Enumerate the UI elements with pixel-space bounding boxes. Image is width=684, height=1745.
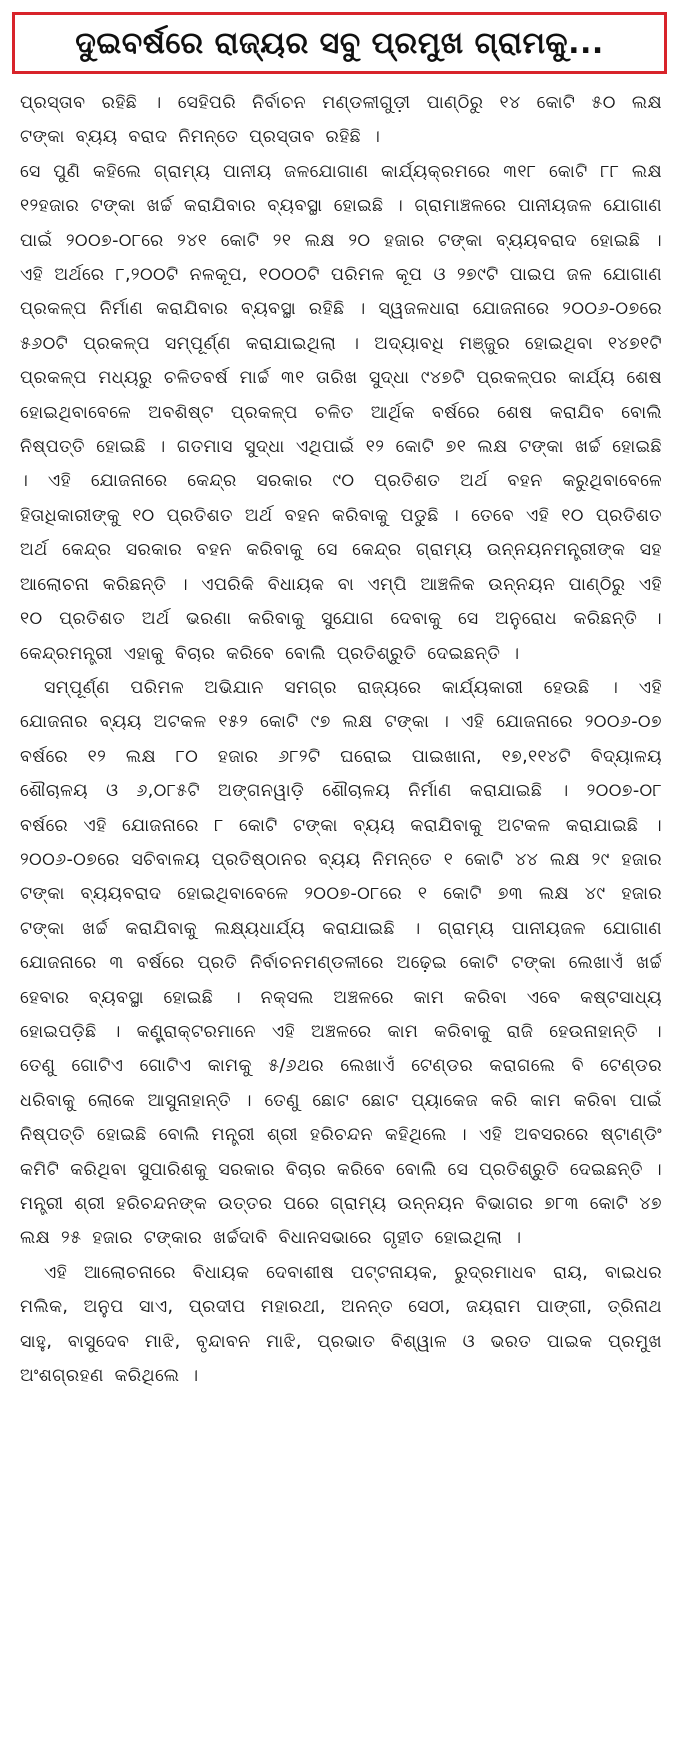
article-body [20, 86, 662, 1736]
headline-frame [12, 12, 667, 74]
article-paragraph: ପ୍ରସ୍ତାବ ରହିଛି । ସେହିପରି ନିର୍ବାଚନ ମଣ୍ଡଳୀଗୁଡ଼ୀ ପାଣ୍ଠିରୁ ୧୪ କୋଟି ୫୦ ଲକ୍ଷ ଟଙ୍କା ବ୍ୟୟ ବରାଦ ନିମନ୍ତେ ପ୍ରସ୍ତାବ ରହିଛି । [20, 93, 662, 148]
article-paragraph: ଏହି ଆଲୋଚନାରେ ବିଧାୟକ ଦେବାଶୀଷ ପଟ୍ଟନାୟକ, ରୁଦ୍ରମାଧବ ରାୟ, ବାଇଧର ମଲିକ, ଅନୁପ ସାଏ, ପ୍ରଦୀପ ମହାରଥୀ, ଅନନ୍ତ ସେଠୀ, ଜୟରାମ ପାଙ୍ଗୀ, ତ୍ରିନାଥ ସାହୁ, ବାସୁଦେବ ମାଝି, ବୃନ୍ଦାବନ ମାଝି, ପ୍ରଭାତ ବିଶ୍ୱାଳ ଓ ଭରତ ପାଇକ ପ୍ରମୁଖ ଅଂଶଗ୍ରହଣ କରିଥିଲେ । [20, 1262, 662, 1387]
article-paragraph: ସେ ପୁଣି କହିଲେ ଗ୍ରାମ୍ୟ ପାନୀୟ ଜଳଯୋଗାଣ କାର୍ଯ୍ୟକ୍ରମରେ ୩୧୮ କୋଟି ୮୮ ଲକ୍ଷ ୧୨ହଜାର ଟଙ୍କା ଖର୍ଚ୍ଚ କରାଯିବାର ବ୍ୟବସ୍ଥା ହୋଇଛି । ଗ୍ରାମାଞ୍ଚଳରେ ପାନୀୟଜଳ ଯୋଗାଣ ପାଇଁ ୨୦୦୭-୦୮ରେ ୨୪୧ କୋଟି ୨୧ ଲକ୍ଷ ୨୦ ହଜାର ଟଙ୍କା ବ୍ୟୟବରାଦ ହୋଇଛି । ଏହି ଅର୍ଥରେ ୮,୨୦୦ଟି ନଳକୂପ, ୧୦୦୦ଟି ପରିମଳ କୂପ ଓ ୨୭୯ଟି ପାଇପ ଜଳ ଯୋଗାଣ ପ୍ରକଳ୍ପ ନିର୍ମାଣ କରାଯିବାର ବ୍ୟବସ୍ଥା ରହିଛି । ସ୍ୱଜଳଧାରା ଯୋଜନାରେ ୨୦୦୬-୦୭ରେ ୫୬୦ଟି ପ୍ରକଳ୍ପ ସମ୍ପୂର୍ଣ୍ଣ କରାଯାଇଥିଲା । ଅଦ୍ୟାବଧି ମଞ୍ଜୁର ହୋଇଥିବା ୧୪୭୧ଟି ପ୍ରକଳ୍ପ ମଧ୍ୟରୁ ଚଳିତବର୍ଷ ମାର୍ଚ୍ଚ ୩୧ ତାରିଖ ସୁଦ୍ଧା ୯୪୭ଟି ପ୍ରକଳ୍ପର କାର୍ଯ୍ୟ ଶେଷ ହୋଇଥିବାବେଳେ ଅବଶିଷ୍ଟ ପ୍ରକଳ୍ପ ଚଳିତ ଆର୍ଥିକ ବର୍ଷରେ ଶେଷ କରାଯିବ ବୋଲି ନିଷ୍ପତ୍ତି ହୋଇଛି । ଗତମାସ ସୁଦ୍ଧା ଏଥିପାଇଁ ୧୨ କୋଟି ୭୧ ଲକ୍ଷ ଟଙ୍କା ଖର୍ଚ୍ଚ ହୋଇଛି । ଏହି ଯୋଜନାରେ କେନ୍ଦ୍ର ସରକାର ୯୦ ପ୍ରତିଶତ ଅର୍ଥ ବହନ କରୁଥିବାବେଳେ ହିତାଧିକାରୀଙ୍କୁ ୧୦ ପ୍ରତିଶତ ଅର୍ଥ ବହନ କରିବାକୁ ପଡୁଛି । ତେବେ ଏହି ୧୦ ପ୍ରତିଶତ ଅର୍ଥ କେନ୍ଦ୍ର ସରକାର ବହନ କରିବାକୁ ସେ କେନ୍ଦ୍ର ଗ୍ରାମ୍ୟ ଉନ୍ନୟନମନ୍ତ୍ରୀଙ୍କ ସହ ଆଲୋଚନା କରିଛନ୍ତି । ଏପରିକି ବିଧାୟକ ବା ଏମ୍‌ପି ଆଞ୍ଚଳିକ ଉନ୍ନୟନ ପାଣ୍ଠିରୁ ଏହି ୧୦ ପ୍ରତିଶତ ଅର୍ଥ ଭରଣା କରିବାକୁ ସୁଯୋଗ ଦେବାକୁ ସେ ଅନୁରୋଧ କରିଛନ୍ତି । କେନ୍ଦ୍ରମନ୍ତ୍ରୀ ଏହାକୁ ବିଚାର କରିବେ ବୋଲି ପ୍ରତିଶ୍ରୁତି ଦେଇଛନ୍ତି । [20, 161, 662, 664]
headline: ଦୁଇବର୍ଷରେ ରାଜ୍ୟର ସବୁ ପ୍ରମୁଖ ଗ୍ରାମକୁ... [75, 25, 604, 61]
article-paragraph: ସମ୍ପୂର୍ଣ୍ଣ ପରିମଳ ଅଭିଯାନ ସମଗ୍ର ରାଜ୍ୟରେ କାର୍ଯ୍ୟକାରୀ ହେଉଛି । ଏହି ଯୋଜନାର ବ୍ୟୟ ଅଟକଳ ୧୫୨ କୋଟି ୯୭ ଲକ୍ଷ ଟଙ୍କା । ଏହି ଯୋଜନାରେ ୨୦୦୬-୦୭ ବର୍ଷରେ ୧୨ ଲକ୍ଷ ୮୦ ହଜାର ୬୮୨ଟି ଘରୋଇ ପାଇଖାନା, ୧୭,୧୧୪ଟି ବିଦ୍ୟାଳୟ ଶୌଚାଳୟ ଓ ୬,୦୮୫ଟି ଅଙ୍ଗନୱାଡ଼ି ଶୌଚାଳୟ ନିର୍ମାଣ କରାଯାଇଛି । ୨୦୦୭-୦୮ ବର୍ଷରେ ଏହି ଯୋଜନାରେ ୮ କୋଟି ଟଙ୍କା ବ୍ୟୟ କରାଯିବାକୁ ଅଟକଳ କରାଯାଇଛି । ୨୦୦୬-୦୭ରେ ସଚିବାଳୟ ପ୍ରତିଷ୍ଠାନର ବ୍ୟୟ ନିମନ୍ତେ ୧ କୋଟି ୪୪ ଲକ୍ଷ ୨୯ ହଜାର ଟଙ୍କା ବ୍ୟୟବରାଦ ହୋଇଥିବାବେଳେ ୨୦୦୭-୦୮ରେ ୧ କୋଟି ୭୩ ଲକ୍ଷ ୪୯ ହଜାର ଟଙ୍କା ଖର୍ଚ୍ଚ କରାଯିବାକୁ ଲକ୍ଷ୍ୟଧାର୍ଯ୍ୟ କରାଯାଇଛି । ଗ୍ରାମ୍ୟ ପାନୀୟଜଳ ଯୋଗାଣ ଯୋଜନାରେ ୩ ବର୍ଷରେ ପ୍ରତି ନିର୍ବାଚନମଣ୍ଡଳୀରେ ଅଢ଼େଇ କୋଟି ଟଙ୍କା ଲେଖାଏଁ ଖର୍ଚ୍ଚ ହେବାର ବ୍ୟବସ୍ଥା ହୋଇଛି । ନକ୍ସଲ ଅଞ୍ଚଳରେ କାମ କରିବା ଏବେ କଷ୍ଟସାଧ୍ୟ ହୋଇପଡ଼ିଛି । କଣ୍ଟ୍ରାକ୍ଟରମାନେ ଏହି ଅଞ୍ଚଳରେ କାମ କରିବାକୁ ରାଜି ହେଉନାହାନ୍ତି । ତେଣୁ ଗୋଟିଏ ଗୋଟିଏ କାମକୁ ୫/୬ଥର ଲେଖାଏଁ ଟେଣ୍ଡର କରାଗଲେ ବି ଟେଣ୍ଡର ଧରିବାକୁ ଲୋକେ ଆସୁନାହାନ୍ତି । ତେଣୁ ଛୋଟ ଛୋଟ ପ୍ୟାକେଜ କରି କାମ କରିବା ପାଇଁ ନିଷ୍ପତ୍ତି ହୋଇଛି ବୋଲି ମନ୍ତ୍ରୀ ଶ୍ରୀ ହରିଚନ୍ଦନ କହିଥିଲେ । ଏହି ଅବସରରେ ଷ୍ଟାଣ୍ଡିଂ କମିଟି କରିଥିବା ସୁପାରିଶକୁ ସରକାର ବିଚାର କରିବେ ବୋଲି ସେ ପ୍ରତିଶ୍ରୁତି ଦେଇଛନ୍ତି । ମନ୍ତ୍ରୀ ଶ୍ରୀ ହରିଚନ୍ଦନଙ୍କ ଉତ୍ତର ପରେ ଗ୍ରାମ୍ୟ ଉନ୍ନୟନ ବିଭାଗର ୭୮୩ କୋଟି ୪୭ ଲକ୍ଷ ୨୫ ହଜାର ଟଙ୍କାର ଖର୍ଚ୍ଚଦାବି ବିଧାନସଭାରେ ଗୃହୀତ ହୋଇଥିଲା । [20, 677, 662, 1249]
